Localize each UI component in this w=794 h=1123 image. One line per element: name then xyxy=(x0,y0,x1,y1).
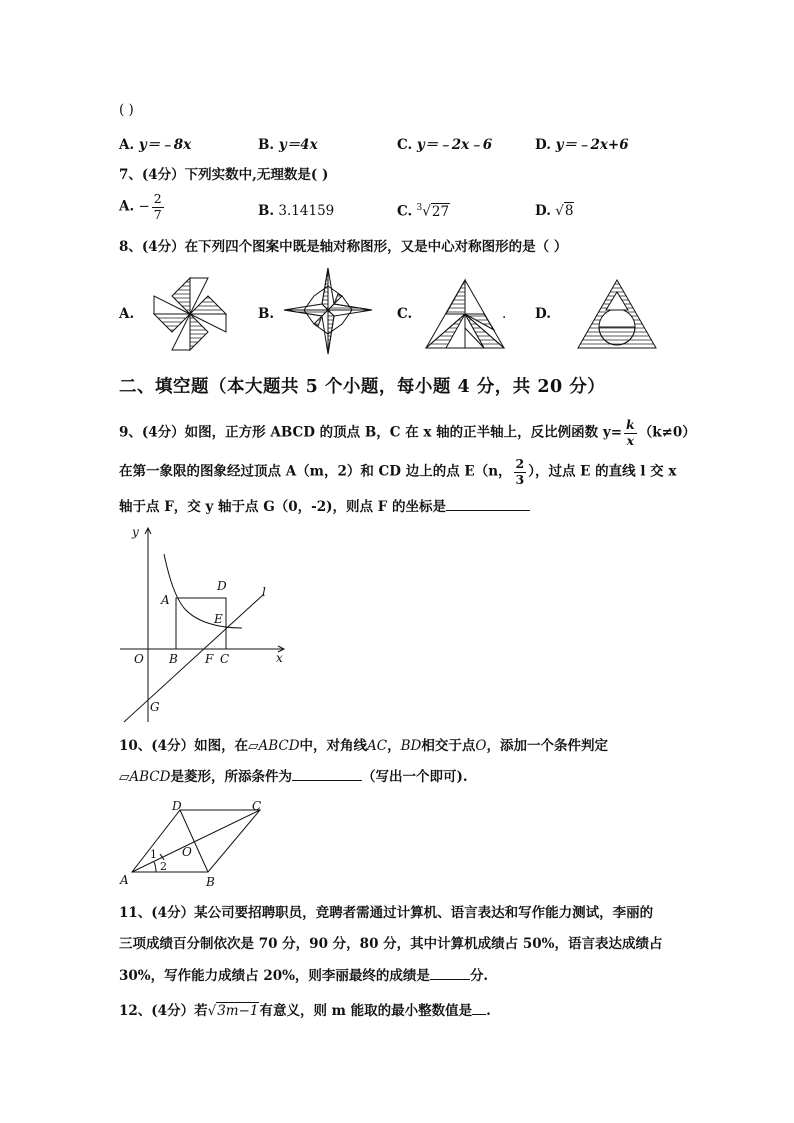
q8-stem: 8、(4分）在下列四个图案中既是轴对称图形，又是中心对称图形的是（ ） xyxy=(119,239,568,255)
radicand: 27 xyxy=(431,203,450,220)
q10-line2 xyxy=(119,767,468,787)
q9-line1-text: 9、(4分）如图，正方形 ABCD 的顶点 B，C 在 x 轴的正半轴上，反比例函数 y= xyxy=(119,424,623,441)
option-text: 3.14159 xyxy=(278,203,335,219)
answer-blank[interactable] xyxy=(292,768,362,781)
q6-option-b xyxy=(258,133,318,153)
angle-label-2: 2 xyxy=(160,860,167,873)
q9-coordinate-figure xyxy=(118,522,290,728)
answer-blank[interactable] xyxy=(430,967,470,980)
q7-option-c xyxy=(397,203,450,220)
option-text: y＝4x xyxy=(278,137,318,153)
option-label: C. xyxy=(397,137,413,153)
q12-text: 12、(4分）若 xyxy=(119,1003,208,1019)
q11-line3 xyxy=(119,966,488,986)
label-c: C xyxy=(252,799,262,813)
q11-line1: 11、(4分）某公司要招聘职员，竞聘者需通过计算机、语言表达和写作能力测试，李丽的 xyxy=(119,905,654,921)
angle-label-1: 1 xyxy=(150,848,157,861)
q8-label-c: C. xyxy=(397,306,413,322)
fraction-two-thirds xyxy=(514,458,527,486)
triangle-circle-figure xyxy=(576,278,658,350)
answer-blank[interactable] xyxy=(446,498,530,511)
radicand: 8 xyxy=(564,203,574,219)
radical-sign: √ xyxy=(422,203,431,220)
answer-blank[interactable] xyxy=(472,1002,486,1015)
label-c: C xyxy=(220,652,230,666)
label-b: B xyxy=(169,652,178,666)
q11-text: 分. xyxy=(469,968,489,984)
q10-text: 10、(4分）如图，在 xyxy=(119,738,249,754)
fraction-denominator: x xyxy=(626,432,635,448)
q7-stem: 7、(4分）下列实数中,无理数是( ) xyxy=(119,167,329,183)
q12-text: 有意义，则 m 能取的最小整数值是 xyxy=(259,1003,473,1019)
label-b: B xyxy=(206,875,215,889)
option-label: D. xyxy=(535,203,551,219)
label-e: E xyxy=(214,612,223,626)
label-a: A xyxy=(120,873,129,887)
q11-line2: 三项成绩百分制依次是 70 分，90 分，80 分，其中计算机成绩占 50%，语言表达成绩占 xyxy=(119,936,663,952)
q9-line2 xyxy=(119,458,676,486)
option-label: D. xyxy=(535,137,551,153)
label-a: A xyxy=(161,593,170,607)
fraction-numerator: 2 xyxy=(153,191,162,206)
pinwheel-figure xyxy=(148,272,232,356)
label-d: D xyxy=(172,799,182,813)
math-ac: AC xyxy=(367,738,388,754)
triangle-pattern-figure xyxy=(424,278,506,350)
q6-option-c xyxy=(397,133,492,153)
q6-option-a xyxy=(119,133,191,153)
label-g: G xyxy=(150,700,160,714)
math-abcd: ABCD xyxy=(258,738,300,754)
q9-line1-tail: （k≠0） xyxy=(638,424,696,441)
section-title: 二、填空题（本大题共 5 个小题，每小题 4 分，共 20 分） xyxy=(119,377,606,397)
q12-line xyxy=(119,1001,491,1021)
q8-label-b: B. xyxy=(258,306,275,322)
option-text: y＝﹣2x+6 xyxy=(555,137,629,153)
q10-text: ， xyxy=(387,738,401,754)
q8-dot: . xyxy=(502,306,507,322)
radical-sign: √ xyxy=(555,203,564,219)
radical-sign: √ xyxy=(207,1003,217,1019)
q6-option-d xyxy=(535,133,629,153)
label-origin: O xyxy=(134,652,144,666)
option-text: y＝﹣8x xyxy=(138,137,192,153)
label-x-axis: x xyxy=(276,651,283,665)
option-label: C. xyxy=(397,203,413,220)
label-o: O xyxy=(182,845,192,859)
q7-option-d xyxy=(535,203,574,219)
fraction-denominator: 7 xyxy=(153,206,162,222)
math-bd: BD xyxy=(400,738,422,754)
q10-parallelogram-figure xyxy=(116,798,276,890)
fraction-numerator: k xyxy=(626,417,635,432)
fraction-numerator: 2 xyxy=(515,456,525,471)
parallelogram-symbol: ▱ xyxy=(248,738,259,754)
q9-line3-text: 轴于点 F，交 y 轴于点 G（0，-2)，则点 F 的坐标是 xyxy=(119,499,447,515)
label-f: F xyxy=(205,652,214,666)
label-l: l xyxy=(262,585,266,599)
option-label: B. xyxy=(258,203,275,219)
q10-text: 中，对角线 xyxy=(299,738,368,754)
q12-text: . xyxy=(486,1003,491,1019)
fraction-k-over-x xyxy=(624,419,637,447)
q10-text: ，添加一个条件判定 xyxy=(486,738,608,754)
q10-text: 是菱形，所添条件为 xyxy=(170,769,292,785)
q10-text: （写出一个即可). xyxy=(361,769,468,785)
q8-label-a: A. xyxy=(119,306,135,322)
radicand: 3m−1 xyxy=(217,1003,259,1019)
q8-label-d: D. xyxy=(535,306,551,322)
q9-line2-tail: ），过点 E 的直线 l 交 x xyxy=(528,463,677,480)
math-abcd: ABCD xyxy=(129,769,171,785)
minus-sign: − xyxy=(138,198,150,215)
root-index: 3 xyxy=(416,203,423,213)
q6-paren: ( ) xyxy=(119,102,134,118)
q10-text: 相交于点 xyxy=(421,738,476,754)
q10-line1 xyxy=(119,736,608,756)
option-text: y＝﹣2x﹣6 xyxy=(416,137,493,153)
option-label: A. xyxy=(119,198,135,215)
parallelogram-symbol: ▱ xyxy=(119,769,130,785)
q9-line2-text: 在第一象限的图象经过顶点 A（m，2）和 CD 边上的点 E（n， xyxy=(119,463,512,480)
q9-line1 xyxy=(119,419,696,447)
q11-text: 30%，写作能力成绩占 20%，则李丽最终的成绩是 xyxy=(119,968,430,984)
fraction xyxy=(152,193,164,221)
fraction-denominator: 3 xyxy=(515,471,525,487)
math-o: O xyxy=(475,738,487,754)
label-d: D xyxy=(217,579,227,593)
option-label: A. xyxy=(119,137,135,153)
label-y-axis: y xyxy=(132,525,139,539)
option-label: B. xyxy=(258,137,275,153)
q7-option-b xyxy=(258,203,334,219)
q7-option-a xyxy=(119,193,166,221)
compass-star-figure xyxy=(282,266,374,356)
q9-line3 xyxy=(119,497,530,517)
